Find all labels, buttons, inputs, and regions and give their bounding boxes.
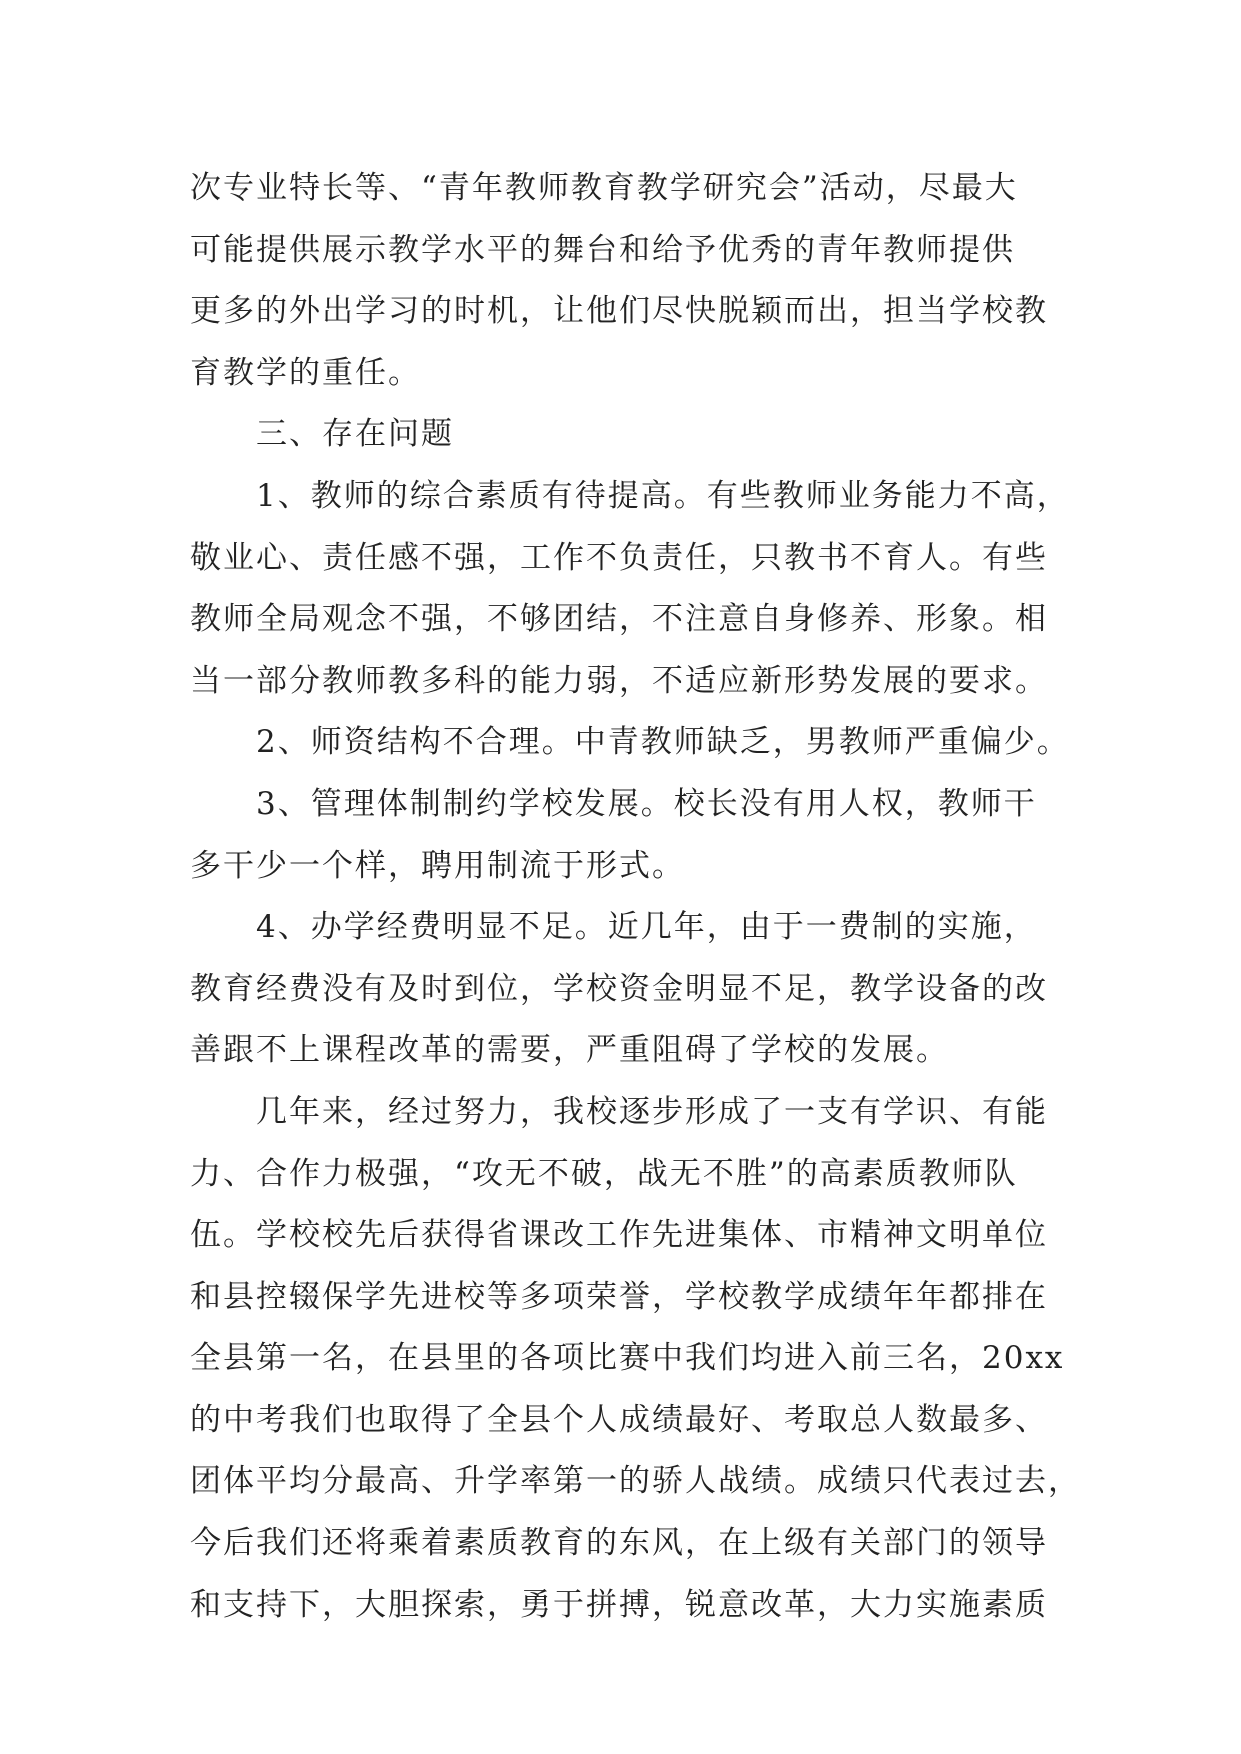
text-line: 力、合作力极强，“攻无不破，战无不胜”的高素质教师队 (190, 1155, 1018, 1192)
text-line: 团体平均分最高、升学率第一的骄人战绩。成绩只代表过去， (190, 1463, 1081, 1500)
text-line: 3、管理体制制约学校发展。校长没有用人权，教师干 (256, 785, 1037, 822)
text-line: 2、师资结构不合理。中青教师缺乏，男教师严重偏少。 (256, 724, 1070, 761)
text-line: 1、教师的综合素质有待提高。有些教师业务能力不高， (256, 477, 1070, 514)
text-line: 今后我们还将乘着素质教育的东风，在上级有关部门的领导 (190, 1525, 1048, 1562)
text-line: 和县控辍保学先进校等多项荣誉，学校教学成绩年年都排在 (190, 1278, 1048, 1315)
document-body (190, 158, 1081, 1636)
text-line: 敬业心、责任感不强，工作不负责任，只教书不育人。有些 (190, 539, 1048, 576)
text-line: 可能提供展示教学水平的舞台和给予优秀的青年教师提供 (190, 231, 1015, 268)
text-line: 的中考我们也取得了全县个人成绩最好、考取总人数最多、 (190, 1401, 1048, 1438)
text-line: 次专业特长等、“青年教师教育教学研究会”活动，尽最大 (190, 170, 1018, 206)
text-line: 善跟不上课程改革的需要，严重阻碍了学校的发展。 (190, 1032, 949, 1069)
text-line: 教育经费没有及时到位，学校资金明显不足，教学设备的改 (190, 970, 1048, 1007)
text-line: 教师全局观念不强，不够团结，不注意自身修养、形象。相 (190, 601, 1048, 638)
text-line: 4、办学经费明显不足。近几年，由于一费制的实施， (256, 909, 1037, 946)
text-line: 伍。学校校先后获得省课改工作先进集体、市精神文明单位 (190, 1217, 1048, 1254)
text-line: 育教学的重任。 (190, 354, 421, 391)
text-line: 多干少一个样，聘用制流于形式。 (190, 847, 685, 884)
text-line: 全县第一名，在县里的各项比赛中我们均进入前三名，20xx (190, 1340, 1065, 1377)
text-line: 更多的外出学习的时机，让他们尽快脱颖而出，担当学校教 (190, 293, 1048, 330)
section-heading: 三、存在问题 (256, 416, 454, 453)
text-line: 和支持下，大胆探索，勇于拼搏，锐意改革，大力实施素质 (190, 1586, 1048, 1623)
text-line: 当一部分教师教多科的能力弱，不适应新形势发展的要求。 (190, 662, 1048, 699)
text-line: 几年来，经过努力，我校逐步形成了一支有学识、有能 (256, 1093, 1048, 1130)
